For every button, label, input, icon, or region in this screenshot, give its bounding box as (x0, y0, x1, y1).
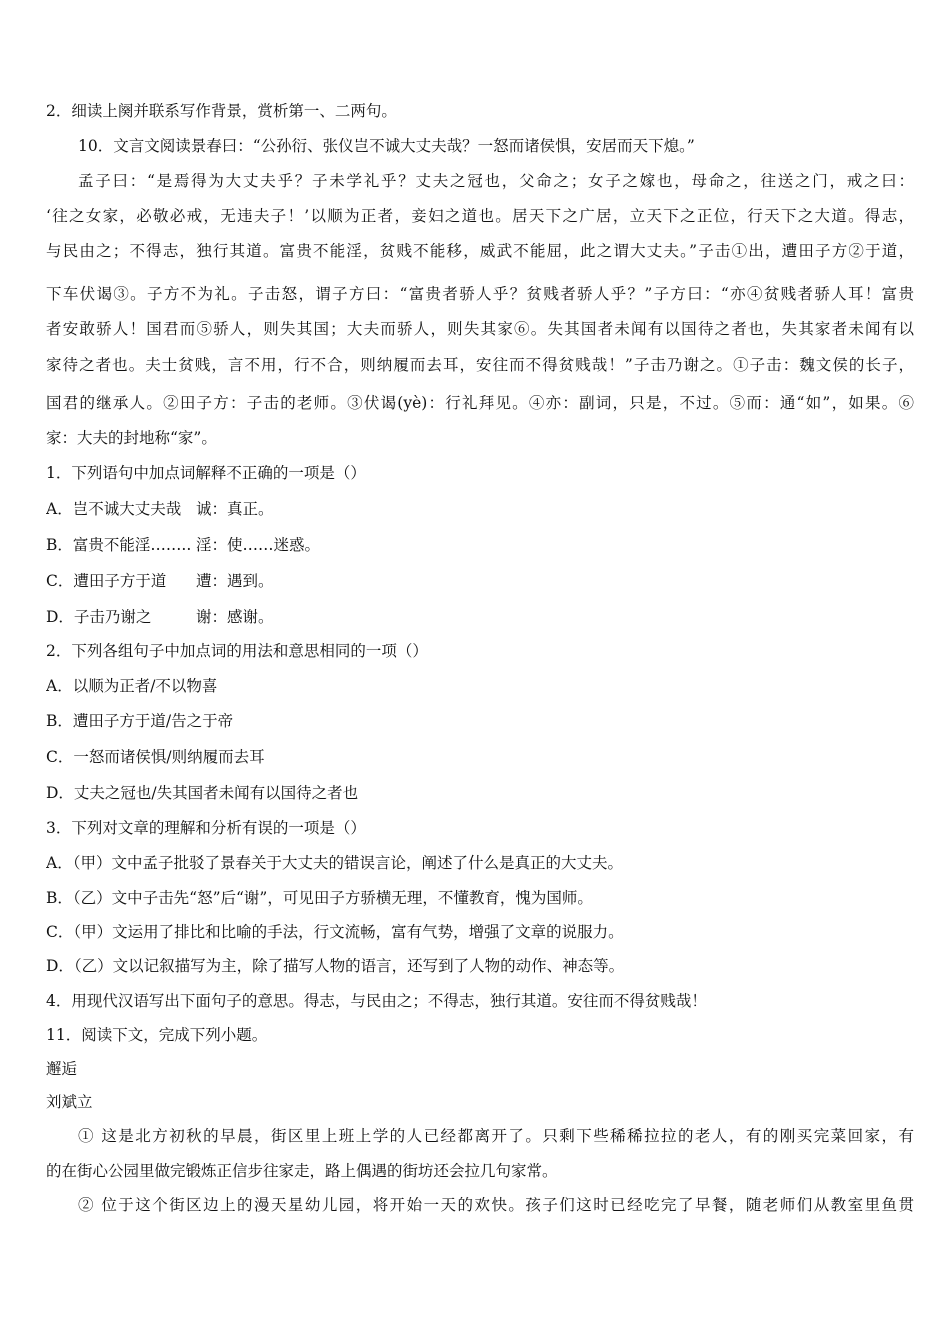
passage-line: 家待之者也。夫士贫贱，言不用，行不合，则纳履而去耳，安往而不得贫贱哉！”子击乃谢之。①子击：魏文侯的长子， (46, 356, 914, 374)
option-text: C．遭田子方于道 (46, 572, 167, 590)
q3-option-d: D．（乙）文以记叙描写为主，除了描写人物的语言，还写到了人物的动作、神态等。 (46, 957, 625, 975)
q2-option-d: D．丈夫之冠也/失其国者未闻有以国待之者也 (46, 784, 359, 802)
q1-option-b (46, 535, 914, 555)
article-title: 邂逅 (46, 1060, 78, 1078)
article-paragraph-line: 的在街心公园里做完锻炼正信步往家走，路上偶遇的街坊还会拉几句家常。 (46, 1162, 558, 1180)
footnote-line: 家：大夫的封地称“家”。 (46, 429, 217, 447)
q3-option-b: B．（乙）文中子击先“怒”后“谢”，可见田子方骄横无理，不懂教育，愧为国师。 (46, 889, 593, 907)
question-1: 1．下列语句中加点词解释不正确的一项是（） (46, 464, 366, 482)
article-paragraph-line: ② 位于这个街区边上的漫天星幼儿园，将开始一天的欢快。孩子们这时已经吃完了早餐，随老师们从教室里鱼贯 (78, 1196, 914, 1214)
question-4: 4．用现代汉语写出下面句子的意思。得志，与民由之；不得志，独行其道。安往而不得贫贱哉！ (46, 992, 707, 1010)
q1-option-a (46, 499, 914, 519)
passage-line: ‘往之女家，必敬必戒，无违夫子！’以顺为正者，妾妇之道也。居天下之广居，立天下之正位，行天下之大道。得志， (46, 207, 914, 225)
question-3: 3．下列对文章的理解和分析有误的一项是（） (46, 819, 366, 837)
option-gloss: 诚：真正。 (196, 500, 274, 518)
option-gloss: 谢：感谢。 (196, 608, 274, 626)
section-heading: 11．阅读下文，完成下列小题。 (46, 1026, 268, 1044)
option-gloss: 遭：遇到。 (196, 572, 274, 590)
q3-option-a: A．（甲）文中孟子批驳了景春关于大丈夫的错误言论，阐述了什么是真正的大丈夫。 (46, 854, 623, 872)
article-paragraph-line: ① 这是北方初秋的早晨，街区里上班上学的人已经都离开了。只剩下些稀稀拉拉的老人，有的刚买完菜回家，有 (78, 1127, 914, 1145)
q3-option-c: C．（甲）文运用了排比和比喻的手法，行文流畅，富有气势，增强了文章的说服力。 (46, 923, 624, 941)
section-heading: 10．文言文阅读景春曰：“公孙衍、张仪岂不诚大丈夫哉？一怒而诸侯惧，安居而天下熄。” (78, 137, 695, 155)
footnote-line: 国君的继承人。②田子方：子击的老师。③伏谒(yè)：行礼拜见。④亦：副词，只是，不过。⑤而：通“如”，如果。⑥ (46, 394, 914, 412)
passage-line: 者安敢骄人！国君而⑤骄人，则失其国；大夫而骄人，则失其家⑥。失其国者未闻有以国待之者也，失其家者未闻有以 (46, 320, 914, 338)
q2-option-c: C．一怒而诸侯惧/则纳履而去耳 (46, 748, 265, 766)
q1-option-d (46, 607, 914, 627)
option-gloss: 淫：使……迷惑。 (196, 536, 321, 554)
q2-option-a: A．以顺为正者/不以物喜 (46, 677, 218, 695)
article-author: 刘斌立 (46, 1093, 93, 1111)
option-text: D．子击乃谢之 (46, 608, 152, 626)
question-line: 2．细读上阕并联系写作背景，赏析第一、二两句。 (46, 102, 397, 120)
passage-line: 与民由之；不得志，独行其道。富贵不能淫，贫贱不能移，威武不能屈，此之谓大丈夫。”子击①出，遭田子方②于道， (46, 242, 914, 260)
question-2: 2．下列各组句子中加点词的用法和意思相同的一项（） (46, 642, 428, 660)
q2-option-b: B．遭田子方于道/告之于帝 (46, 712, 234, 730)
q1-option-c (46, 571, 914, 591)
option-text: A．岂不诚大丈夫哉 (46, 500, 182, 518)
passage-line: 孟子曰：“是焉得为大丈夫乎？子未学礼乎？丈夫之冠也，父命之；女子之嫁也，母命之，往送之门，戒之曰： (78, 172, 914, 190)
option-text: B．富贵不能淫…….. (46, 536, 192, 554)
passage-line: 下车伏谒③。子方不为礼。子击怒，谓子方曰：“富贵者骄人乎？贫贱者骄人乎？”子方曰：“亦④贫贱者骄人耳！富贵 (46, 285, 914, 303)
